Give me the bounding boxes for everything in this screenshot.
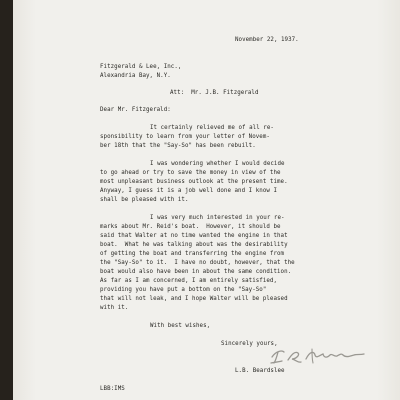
closing-wishes: With best wishes, (150, 323, 211, 329)
recipient-line-2: Alexandria Bay, N.Y. (100, 73, 171, 79)
paragraph-1-line-1: It certainly relieved me of all re- (150, 125, 274, 131)
binding-edge (0, 0, 13, 400)
paragraph-1-line-3: ber 18th that the "Say-So" has been rebuilt. (100, 143, 256, 149)
paragraph-3-line-1: I was very much interested in your re- (150, 215, 285, 221)
paragraph-3-line-10: that will not leak, and I hope Walter will be pleased (100, 296, 288, 302)
attention-line: Att: Mr. J.B. Fitzgerald (170, 90, 259, 96)
paragraph-3-line-9: providing you have put a bottom on the "Say-So" (100, 287, 267, 293)
paragraph-3-line-7: boat would also have been in about the same condition. (100, 269, 292, 275)
complimentary-close: Sincerely yours, (221, 341, 278, 347)
salutation: Dear Mr. Fitzgerald: (100, 107, 171, 113)
paragraph-3-line-11: with it. (100, 305, 129, 311)
signature-name: L.B. Beardslee (235, 368, 285, 374)
paragraph-1-line-2: sponsibility to learn from your letter of Novem- (100, 134, 270, 140)
paragraph-3-line-4: boat. What he was talking about was the desirability (100, 242, 288, 248)
paragraph-3-line-6: the "Say-So" to it. I have no doubt, however, that the (100, 260, 295, 266)
recipient-line-1: Fitzgerald & Lee, Inc., (100, 64, 182, 70)
paragraph-2-line-3: most unpleasant business outlook at the present time. (100, 179, 288, 185)
paragraph-3-line-3: said that Walter at no time wanted the engine in that (100, 233, 288, 239)
paragraph-2-line-5: shall be pleased with it. (100, 197, 189, 203)
paragraph-2-line-2: to go ahead or try to save the money in view of the (100, 170, 281, 176)
paragraph-2-line-1: I was wondering whether I would decide (150, 161, 285, 167)
paragraph-3-line-8: As far as I am concerned, I am entirely satisfied, (100, 278, 278, 284)
letter-page (13, 0, 400, 400)
paragraph-3-line-2: marks about Mr. Reid's boat. However, it should be (100, 224, 281, 230)
reference-initials: LBB:IMS (100, 386, 125, 392)
paragraph-3-line-5: of getting the boat and transferring the engine from (100, 251, 285, 257)
handwritten-signature (268, 345, 368, 367)
letter-date: November 22, 1937. (235, 37, 299, 43)
paragraph-2-line-4: Anyway, I guess it is a job well done and I know I (100, 188, 278, 194)
